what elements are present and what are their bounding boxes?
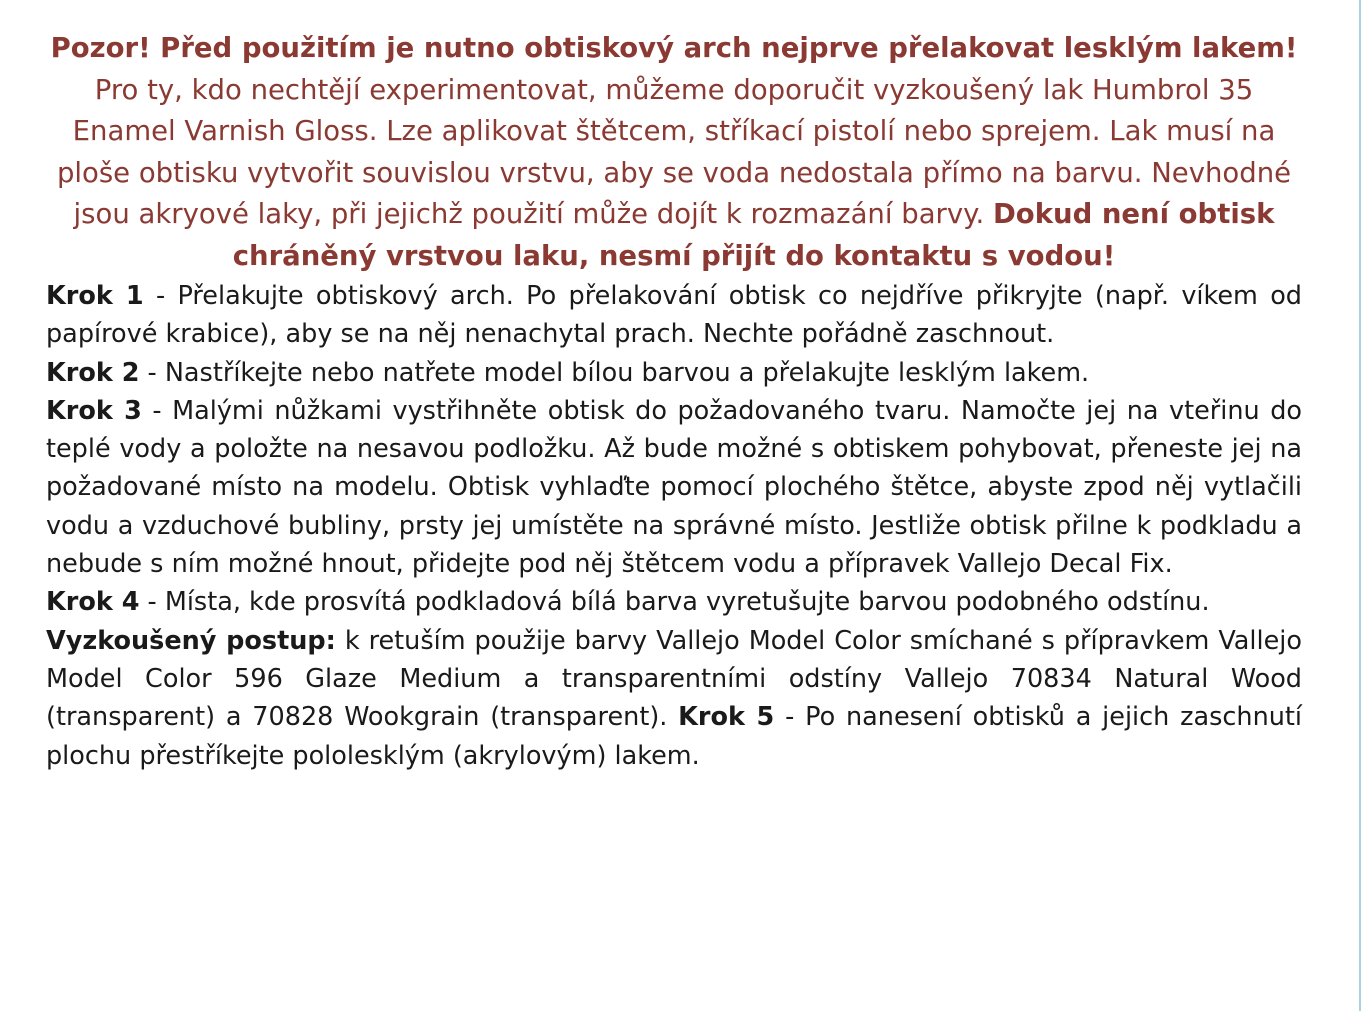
decal-instructions: [46, 28, 1302, 775]
step-2-text: - Nastříkejte nebo natřete model bílou barvou a přelakujte lesklým lakem.: [139, 357, 1090, 388]
warning-title: Pozor! Před použitím je nutno obtiskový arch nejprve přelakovat lesklým lakem!: [50, 32, 1298, 64]
tested-procedure: [46, 622, 1302, 775]
step-1-text: - Přelakujte obtiskový arch. Po přelakování obtisk co nejdříve přikryjte (např. víkem od papírové krabice), aby se na něj nenachytal prach. Nechte pořádně zaschnout.: [46, 281, 1302, 350]
step-1: [46, 277, 1302, 354]
step-5-text: - Po nanesení obtisků a jejich zaschnutí plochu přestříkejte pololesklým (akrylovým) lakem.: [46, 702, 1302, 771]
tested-procedure-label: Vyzkoušený postup:: [46, 625, 336, 656]
step-5-label: Krok 5: [678, 702, 775, 733]
page-edge-rule: [1357, 0, 1363, 1011]
step-2-label: Krok 2: [46, 357, 140, 388]
warning-body: [46, 70, 1302, 278]
step-3-text: - Malými nůžkami vystřihněte obtisk do požadovaného tvaru. Namočte jej na vteřinu do teplé vody a položte na nesavou podložku. Až bude možné s obtiskem pohybovat, přeneste jej na požadované místo na modelu. Obtisk vyhlaďte pomocí plochého štětce, abyste zpod něj vytlačili vodu a vzduchové bubliny, prsty jej umístěte na správné místo. Jestliže obtisk přilne k podkladu a nebude s ním možné hnout, přidejte pod něj štětcem vodu a přípravek Vallejo Decal Fix.: [46, 395, 1302, 580]
step-4-label: Krok 4: [46, 587, 140, 618]
step-1-label: Krok 1: [46, 281, 144, 311]
warning-emphasis: Dokud není obtisk chráněný vrstvou laku, nesmí přijít do kontaktu s vodou!: [232, 198, 1275, 272]
step-3: [46, 392, 1302, 583]
step-2: [46, 354, 1302, 392]
step-4: [46, 583, 1302, 621]
steps-block: [46, 277, 1302, 775]
step-3-label: Krok 3: [46, 395, 142, 426]
tested-procedure-text: k retuším použije barvy Vallejo Model Color smíchané s přípravkem Vallejo Model Color 596 Glaze Medium a transparentními odstíny Vallejo 70834 Natural Wood (transparent) a 70828 Wookgrain (transparent).: [46, 625, 1302, 733]
warning-block: [46, 28, 1302, 277]
step-4-text: - Místa, kde prosvítá podkladová bílá barva vyretušujte barvou podobného odstínu.: [139, 587, 1210, 618]
warning-body-text: Pro ty, kdo nechtějí experimentovat, můžeme doporučit vyzkoušený lak Humbrol 35 Enamel Varnish Gloss. Lze aplikovat štětcem, stříkací pistolí nebo sprejem. Lak musí na ploše obtisku vytvořit souvislou vrstvu, aby se voda nedostala přímo na barvu. Nevhodné jsou akryové laky, při jejichž použití může dojít k rozmazání barvy.: [56, 73, 1292, 230]
